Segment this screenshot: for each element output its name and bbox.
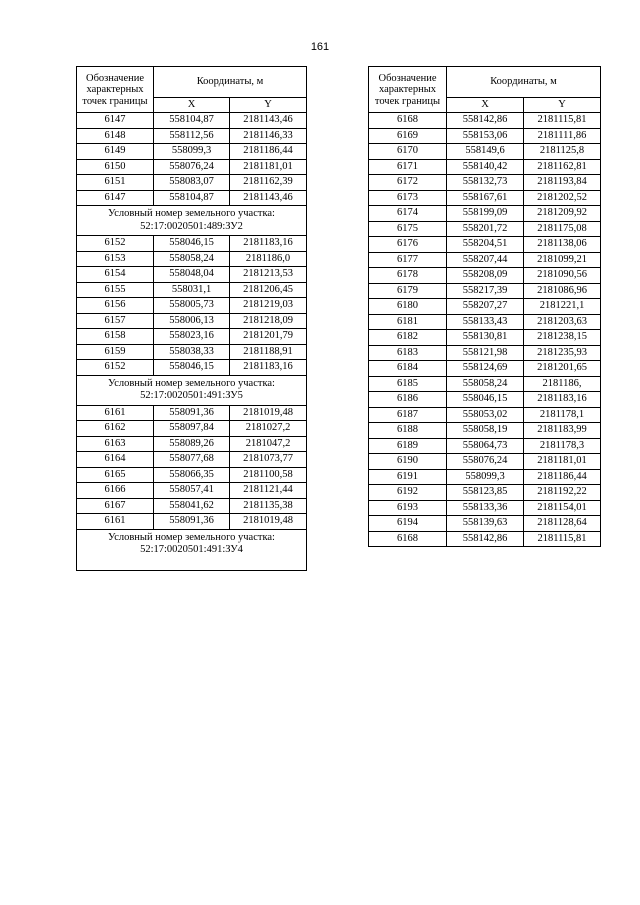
table-row bbox=[77, 467, 307, 483]
x-coordinate-cell: 558167,61 bbox=[447, 190, 524, 206]
point-id-cell: 6166 bbox=[77, 483, 154, 499]
y-coordinate-cell: 2181073,77 bbox=[230, 452, 307, 468]
coordinates-table-left bbox=[76, 66, 307, 571]
table-body bbox=[77, 113, 307, 571]
y-coordinate-cell: 2181154,01 bbox=[524, 500, 601, 516]
point-id-cell: 6165 bbox=[77, 467, 154, 483]
point-id-cell: 6168 bbox=[369, 531, 447, 547]
table-row bbox=[77, 313, 307, 329]
y-coordinate-cell: 2181186,44 bbox=[524, 469, 601, 485]
x-coordinate-cell: 558121,98 bbox=[447, 345, 524, 361]
x-coordinate-cell: 558208,09 bbox=[447, 268, 524, 284]
x-coordinate-cell: 558201,72 bbox=[447, 221, 524, 237]
y-coordinate-cell: 2181047,2 bbox=[230, 436, 307, 452]
point-id-cell: 6150 bbox=[77, 159, 154, 175]
y-coordinate-cell: 2181121,44 bbox=[230, 483, 307, 499]
x-coordinate-cell: 558083,07 bbox=[154, 175, 230, 191]
table-body bbox=[369, 113, 601, 547]
parcel-number-row bbox=[77, 206, 307, 236]
table-row bbox=[369, 159, 601, 175]
x-coordinate-cell: 558099,3 bbox=[154, 144, 230, 160]
point-id-cell: 6158 bbox=[77, 329, 154, 345]
y-coordinate-cell: 2181193,84 bbox=[524, 175, 601, 191]
table-row bbox=[369, 190, 601, 206]
y-coordinate-cell: 2181201,65 bbox=[524, 361, 601, 377]
x-coordinate-cell: 558041,62 bbox=[154, 498, 230, 514]
x-coordinate-cell: 558204,51 bbox=[447, 237, 524, 253]
table-row bbox=[369, 407, 601, 423]
y-coordinate-cell: 2181219,03 bbox=[230, 298, 307, 314]
table-row bbox=[77, 498, 307, 514]
table-row bbox=[77, 421, 307, 437]
x-coordinate-cell: 558058,24 bbox=[447, 376, 524, 392]
point-id-cell: 6171 bbox=[369, 159, 447, 175]
x-coordinate-cell: 558057,41 bbox=[154, 483, 230, 499]
point-id-cell: 6155 bbox=[77, 282, 154, 298]
table-row bbox=[369, 345, 601, 361]
y-coordinate-cell: 2181181,01 bbox=[524, 454, 601, 470]
y-coordinate-cell: 2181186,0 bbox=[230, 251, 307, 267]
x-column-header: X bbox=[447, 98, 524, 113]
table-row bbox=[369, 299, 601, 315]
point-id-cell: 6191 bbox=[369, 469, 447, 485]
point-id-cell: 6177 bbox=[369, 252, 447, 268]
x-coordinate-cell: 558104,87 bbox=[154, 113, 230, 129]
x-coordinate-cell: 558217,39 bbox=[447, 283, 524, 299]
x-coordinate-cell: 558207,27 bbox=[447, 299, 524, 315]
table-row bbox=[369, 144, 601, 160]
y-coordinate-cell: 2181135,38 bbox=[230, 498, 307, 514]
x-coordinate-cell: 558046,15 bbox=[154, 360, 230, 376]
y-coordinate-cell: 2181125,8 bbox=[524, 144, 601, 160]
point-id-cell: 6172 bbox=[369, 175, 447, 191]
table-row bbox=[369, 206, 601, 222]
table-row bbox=[369, 330, 601, 346]
y-coordinate-cell: 2181099,21 bbox=[524, 252, 601, 268]
point-id-cell: 6178 bbox=[369, 268, 447, 284]
point-column-header: Обозначение характерных точек границы bbox=[369, 67, 447, 113]
y-coordinate-cell: 2181175,08 bbox=[524, 221, 601, 237]
x-coordinate-cell: 558058,24 bbox=[154, 251, 230, 267]
y-coordinate-cell: 2181146,33 bbox=[230, 128, 307, 144]
point-id-cell: 6193 bbox=[369, 500, 447, 516]
table-row bbox=[369, 423, 601, 439]
y-coordinate-cell: 2181238,15 bbox=[524, 330, 601, 346]
x-coordinate-cell: 558104,87 bbox=[154, 190, 230, 206]
point-id-cell: 6151 bbox=[77, 175, 154, 191]
point-id-cell: 6182 bbox=[369, 330, 447, 346]
point-id-cell: 6170 bbox=[369, 144, 447, 160]
x-coordinate-cell: 558132,73 bbox=[447, 175, 524, 191]
point-id-cell: 6152 bbox=[77, 360, 154, 376]
y-coordinate-cell: 2181183,16 bbox=[524, 392, 601, 408]
table-row bbox=[369, 438, 601, 454]
y-coordinate-cell: 2181138,06 bbox=[524, 237, 601, 253]
x-coordinate-cell: 558066,35 bbox=[154, 467, 230, 483]
y-coordinate-cell: 2181162,39 bbox=[230, 175, 307, 191]
point-id-cell: 6152 bbox=[77, 236, 154, 252]
table-row bbox=[369, 283, 601, 299]
table-row bbox=[77, 159, 307, 175]
x-coordinate-cell: 558023,16 bbox=[154, 329, 230, 345]
point-id-cell: 6161 bbox=[77, 514, 154, 530]
table-row bbox=[77, 128, 307, 144]
coordinates-header: Координаты, м bbox=[447, 67, 601, 98]
point-id-cell: 6162 bbox=[77, 421, 154, 437]
x-coordinate-cell: 558112,56 bbox=[154, 128, 230, 144]
x-coordinate-cell: 558048,04 bbox=[154, 267, 230, 283]
y-coordinate-cell: 2181115,81 bbox=[524, 113, 601, 129]
point-id-cell: 6164 bbox=[77, 452, 154, 468]
x-coordinate-cell: 558124,69 bbox=[447, 361, 524, 377]
x-coordinate-cell: 558058,19 bbox=[447, 423, 524, 439]
table-row bbox=[369, 237, 601, 253]
point-id-cell: 6156 bbox=[77, 298, 154, 314]
point-id-cell: 6147 bbox=[77, 113, 154, 129]
x-coordinate-cell: 558005,73 bbox=[154, 298, 230, 314]
table-row bbox=[77, 360, 307, 376]
y-coordinate-cell: 2181206,45 bbox=[230, 282, 307, 298]
point-id-cell: 6185 bbox=[369, 376, 447, 392]
x-coordinate-cell: 558123,85 bbox=[447, 485, 524, 501]
parcel-number-text: Условный номер земельного участка: 52:17:0020501:491:ЗУ4 bbox=[77, 529, 307, 570]
parcel-number-row bbox=[77, 529, 307, 570]
x-coordinate-cell: 558046,15 bbox=[447, 392, 524, 408]
table-row bbox=[369, 268, 601, 284]
point-id-cell: 6148 bbox=[77, 128, 154, 144]
table-row bbox=[369, 392, 601, 408]
table-row bbox=[77, 267, 307, 283]
table-row bbox=[77, 113, 307, 129]
point-id-cell: 6188 bbox=[369, 423, 447, 439]
table-row bbox=[369, 361, 601, 377]
y-coordinate-cell: 2181143,46 bbox=[230, 113, 307, 129]
x-coordinate-cell: 558091,36 bbox=[154, 405, 230, 421]
x-coordinate-cell: 558207,44 bbox=[447, 252, 524, 268]
y-coordinate-cell: 2181019,48 bbox=[230, 405, 307, 421]
y-coordinate-cell: 2181143,46 bbox=[230, 190, 307, 206]
x-coordinate-cell: 558006,13 bbox=[154, 313, 230, 329]
x-coordinate-cell: 558140,42 bbox=[447, 159, 524, 175]
table-row bbox=[369, 221, 601, 237]
point-id-cell: 6161 bbox=[77, 405, 154, 421]
table-row bbox=[77, 190, 307, 206]
y-coordinate-cell: 2181235,93 bbox=[524, 345, 601, 361]
point-id-cell: 6187 bbox=[369, 407, 447, 423]
y-coordinate-cell: 2181111,86 bbox=[524, 128, 601, 144]
point-id-cell: 6192 bbox=[369, 485, 447, 501]
x-column-header: X bbox=[154, 98, 230, 113]
table-row bbox=[369, 314, 601, 330]
x-coordinate-cell: 558097,84 bbox=[154, 421, 230, 437]
x-coordinate-cell: 558142,86 bbox=[447, 113, 524, 129]
x-coordinate-cell: 558130,81 bbox=[447, 330, 524, 346]
x-coordinate-cell: 558038,33 bbox=[154, 344, 230, 360]
y-coordinate-cell: 2181181,01 bbox=[230, 159, 307, 175]
point-id-cell: 6154 bbox=[77, 267, 154, 283]
y-coordinate-cell: 2181090,56 bbox=[524, 268, 601, 284]
table-row bbox=[77, 251, 307, 267]
point-id-cell: 6190 bbox=[369, 454, 447, 470]
table-row bbox=[77, 405, 307, 421]
y-column-header: Y bbox=[230, 98, 307, 113]
point-id-cell: 6168 bbox=[369, 113, 447, 129]
y-coordinate-cell: 2181178,1 bbox=[524, 407, 601, 423]
page-number: 161 bbox=[310, 41, 330, 53]
point-id-cell: 6181 bbox=[369, 314, 447, 330]
x-coordinate-cell: 558153,06 bbox=[447, 128, 524, 144]
y-coordinate-cell: 2181218,09 bbox=[230, 313, 307, 329]
y-coordinate-cell: 2181186,44 bbox=[230, 144, 307, 160]
y-coordinate-cell: 2181221,1 bbox=[524, 299, 601, 315]
y-coordinate-cell: 2181209,92 bbox=[524, 206, 601, 222]
y-coordinate-cell: 2181183,16 bbox=[230, 236, 307, 252]
table-row bbox=[77, 144, 307, 160]
point-id-cell: 6174 bbox=[369, 206, 447, 222]
x-coordinate-cell: 558091,36 bbox=[154, 514, 230, 530]
y-coordinate-cell: 2181202,52 bbox=[524, 190, 601, 206]
x-coordinate-cell: 558133,36 bbox=[447, 500, 524, 516]
point-id-cell: 6184 bbox=[369, 361, 447, 377]
point-id-cell: 6180 bbox=[369, 299, 447, 315]
point-id-cell: 6163 bbox=[77, 436, 154, 452]
point-id-cell: 6176 bbox=[369, 237, 447, 253]
y-coordinate-cell: 2181183,16 bbox=[230, 360, 307, 376]
x-coordinate-cell: 558142,86 bbox=[447, 531, 524, 547]
y-coordinate-cell: 2181115,81 bbox=[524, 531, 601, 547]
table-row bbox=[369, 175, 601, 191]
point-id-cell: 6189 bbox=[369, 438, 447, 454]
x-coordinate-cell: 558046,15 bbox=[154, 236, 230, 252]
point-id-cell: 6157 bbox=[77, 313, 154, 329]
point-id-cell: 6194 bbox=[369, 516, 447, 532]
x-coordinate-cell: 558139,63 bbox=[447, 516, 524, 532]
table-row bbox=[77, 175, 307, 191]
y-coordinate-cell: 2181128,64 bbox=[524, 516, 601, 532]
point-id-cell: 6175 bbox=[369, 221, 447, 237]
x-coordinate-cell: 558077,68 bbox=[154, 452, 230, 468]
x-coordinate-cell: 558133,43 bbox=[447, 314, 524, 330]
y-coordinate-cell: 2181201,79 bbox=[230, 329, 307, 345]
table-row bbox=[77, 236, 307, 252]
y-coordinate-cell: 2181183,99 bbox=[524, 423, 601, 439]
y-coordinate-cell: 2181178,3 bbox=[524, 438, 601, 454]
table-row bbox=[369, 531, 601, 547]
point-id-cell: 6169 bbox=[369, 128, 447, 144]
coordinates-table-right bbox=[368, 66, 601, 547]
point-id-cell: 6179 bbox=[369, 283, 447, 299]
table-row bbox=[369, 469, 601, 485]
parcel-number-row bbox=[77, 375, 307, 405]
table-row bbox=[369, 485, 601, 501]
table-row bbox=[369, 516, 601, 532]
point-id-cell: 6159 bbox=[77, 344, 154, 360]
point-id-cell: 6183 bbox=[369, 345, 447, 361]
table-row bbox=[77, 329, 307, 345]
x-coordinate-cell: 558076,24 bbox=[154, 159, 230, 175]
y-coordinate-cell: 2181192,22 bbox=[524, 485, 601, 501]
table-row bbox=[369, 113, 601, 129]
table-row bbox=[77, 436, 307, 452]
y-coordinate-cell: 2181186, bbox=[524, 376, 601, 392]
table-row bbox=[369, 376, 601, 392]
parcel-number-text: Условный номер земельного участка: 52:17:0020501:489:ЗУ2 bbox=[77, 206, 307, 236]
point-id-cell: 6173 bbox=[369, 190, 447, 206]
x-coordinate-cell: 558076,24 bbox=[447, 454, 524, 470]
point-id-cell: 6167 bbox=[77, 498, 154, 514]
table-row bbox=[369, 500, 601, 516]
y-column-header: Y bbox=[524, 98, 601, 113]
table-row bbox=[77, 298, 307, 314]
point-id-cell: 6147 bbox=[77, 190, 154, 206]
x-coordinate-cell: 558199,09 bbox=[447, 206, 524, 222]
y-coordinate-cell: 2181100,58 bbox=[230, 467, 307, 483]
point-column-header: Обозначение характерных точек границы bbox=[77, 67, 154, 113]
table-row bbox=[77, 282, 307, 298]
y-coordinate-cell: 2181019,48 bbox=[230, 514, 307, 530]
table-row bbox=[77, 452, 307, 468]
x-coordinate-cell: 558053,02 bbox=[447, 407, 524, 423]
x-coordinate-cell: 558089,26 bbox=[154, 436, 230, 452]
table-row bbox=[369, 252, 601, 268]
y-coordinate-cell: 2181203,63 bbox=[524, 314, 601, 330]
y-coordinate-cell: 2181213,53 bbox=[230, 267, 307, 283]
point-id-cell: 6153 bbox=[77, 251, 154, 267]
y-coordinate-cell: 2181086,96 bbox=[524, 283, 601, 299]
table-row bbox=[77, 483, 307, 499]
point-id-cell: 6149 bbox=[77, 144, 154, 160]
y-coordinate-cell: 2181027,2 bbox=[230, 421, 307, 437]
x-coordinate-cell: 558064,73 bbox=[447, 438, 524, 454]
x-coordinate-cell: 558099,3 bbox=[447, 469, 524, 485]
parcel-number-text: Условный номер земельного участка: 52:17:0020501:491:ЗУ5 bbox=[77, 375, 307, 405]
x-coordinate-cell: 558031,1 bbox=[154, 282, 230, 298]
table-row bbox=[369, 128, 601, 144]
point-id-cell: 6186 bbox=[369, 392, 447, 408]
table-row bbox=[77, 344, 307, 360]
coordinates-header: Координаты, м bbox=[154, 67, 307, 98]
y-coordinate-cell: 2181162,81 bbox=[524, 159, 601, 175]
table-row bbox=[77, 514, 307, 530]
table-row bbox=[369, 454, 601, 470]
x-coordinate-cell: 558149,6 bbox=[447, 144, 524, 160]
y-coordinate-cell: 2181188,91 bbox=[230, 344, 307, 360]
